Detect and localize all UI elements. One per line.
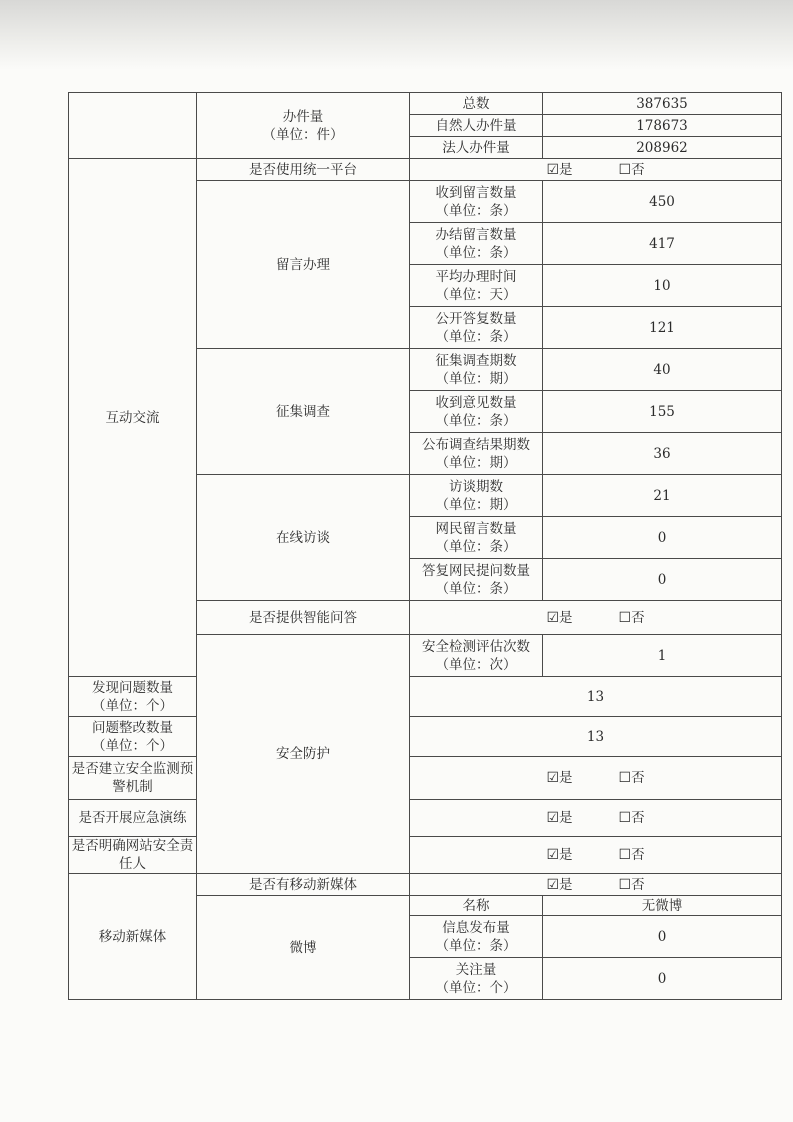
metric-label: 答复网民提问数量 （单位：条） [410,559,543,601]
checked-box-icon: ☑ [546,810,559,826]
table-row [69,717,782,757]
unified-platform-question: 是否使用统一平台 [197,159,410,181]
metric-label: 公布调查结果期数 （单位：期） [410,433,543,475]
checked-box-icon: ☑ [546,876,559,893]
drill-answer [410,800,782,837]
weibo-name-label: 名称 [410,896,543,916]
checked-box-icon: ☑ [546,847,559,863]
metric-value: 0 [543,559,782,601]
metric-value: 121 [543,307,782,349]
banjian-total-value: 387635 [543,93,782,115]
banjian-unit: （单位：件） [262,126,344,143]
yes-label: 是 [559,770,573,786]
no-label: 否 [631,609,645,626]
metric-label: 收到留言数量 （单位：条） [410,181,543,223]
scan-shadow [0,0,793,70]
no-label: 否 [631,770,645,786]
table-row [69,93,782,115]
metric-label: 发现问题数量 （单位：个） [69,677,197,717]
metric-label: 访谈期数 （单位：期） [410,475,543,517]
has-media-answer [410,874,782,896]
metric-value: 0 [543,916,782,958]
table-row [69,159,782,181]
unified-platform-answer [410,159,782,181]
responsible-question: 是否明确网站安全责任人 [69,837,197,874]
checked-box-icon: ☑ [546,770,559,786]
has-media-question: 是否有移动新媒体 [197,874,410,896]
banjian-legal-value: 208962 [543,137,782,159]
banjian-natural-label: 自然人办件量 [410,115,543,137]
checked-box-icon: ☑ [546,161,559,178]
hudong-category: 互动交流 [69,159,197,677]
no-label: 否 [631,810,645,826]
metric-label: 关注量 （单位：个） [410,958,543,1000]
zhengji-label: 征集调查 [197,349,410,475]
yes-label: 是 [559,876,573,893]
metric-label: 征集调查期数 （单位：期） [410,349,543,391]
metric-value: 13 [410,717,782,757]
metric-value: 450 [543,181,782,223]
monitoring-question: 是否建立安全监测预警机制 [69,757,197,800]
checked-box-icon: ☑ [546,609,559,626]
banjian-total-label: 总数 [410,93,543,115]
yes-label: 是 [559,609,573,626]
metric-value: 40 [543,349,782,391]
metric-label: 安全检测评估次数 （单位：次） [410,635,543,677]
metric-label: 信息发布量 （单位：条） [410,916,543,958]
metric-label: 公开答复数量 （单位：条） [410,307,543,349]
smart-qa-question: 是否提供智能问答 [197,601,410,635]
no-label: 否 [631,161,645,178]
table-row [69,874,782,896]
fangtan-label: 在线访谈 [197,475,410,601]
category-cell-empty [69,93,197,159]
metric-label: 问题整改数量 （单位：个） [69,717,197,757]
metric-value: 417 [543,223,782,265]
banjian-label-cell [197,93,410,159]
banjian-label: 办件量 [282,108,324,125]
metric-label: 网民留言数量 （单位：条） [410,517,543,559]
metric-value: 13 [410,677,782,717]
unchecked-box-icon: ☐ [618,810,632,826]
table-row [69,800,782,837]
banjian-natural-value: 178673 [543,115,782,137]
meiti-category: 移动新媒体 [69,874,197,1000]
metric-label: 办结留言数量 （单位：条） [410,223,543,265]
no-label: 否 [631,847,645,863]
weibo-name-value: 无微博 [543,896,782,916]
metric-value: 0 [543,517,782,559]
table-row [69,837,782,874]
banjian-legal-label: 法人办件量 [410,137,543,159]
liuyan-label: 留言办理 [197,181,410,349]
unchecked-box-icon: ☐ [618,876,632,893]
metric-value: 0 [543,958,782,1000]
metric-value: 10 [543,265,782,307]
no-label: 否 [631,876,645,893]
metric-label: 收到意见数量 （单位：条） [410,391,543,433]
government-website-report-table [68,92,782,1000]
metric-value: 36 [543,433,782,475]
drill-question: 是否开展应急演练 [69,800,197,837]
metric-value: 1 [543,635,782,677]
unchecked-box-icon: ☐ [618,161,632,178]
unchecked-box-icon: ☐ [618,847,632,863]
table-row [69,757,782,800]
weibo-label: 微博 [197,896,410,1000]
responsible-answer [410,837,782,874]
metric-value: 155 [543,391,782,433]
anquan-category: 安全防护 [197,635,410,874]
yes-label: 是 [559,847,573,863]
monitoring-answer [410,757,782,800]
yes-label: 是 [559,161,573,178]
unchecked-box-icon: ☐ [618,609,632,626]
metric-label: 平均办理时间 （单位：天） [410,265,543,307]
smart-qa-answer [410,601,782,635]
table-row [69,677,782,717]
metric-value: 21 [543,475,782,517]
yes-label: 是 [559,810,573,826]
unchecked-box-icon: ☐ [618,770,632,786]
